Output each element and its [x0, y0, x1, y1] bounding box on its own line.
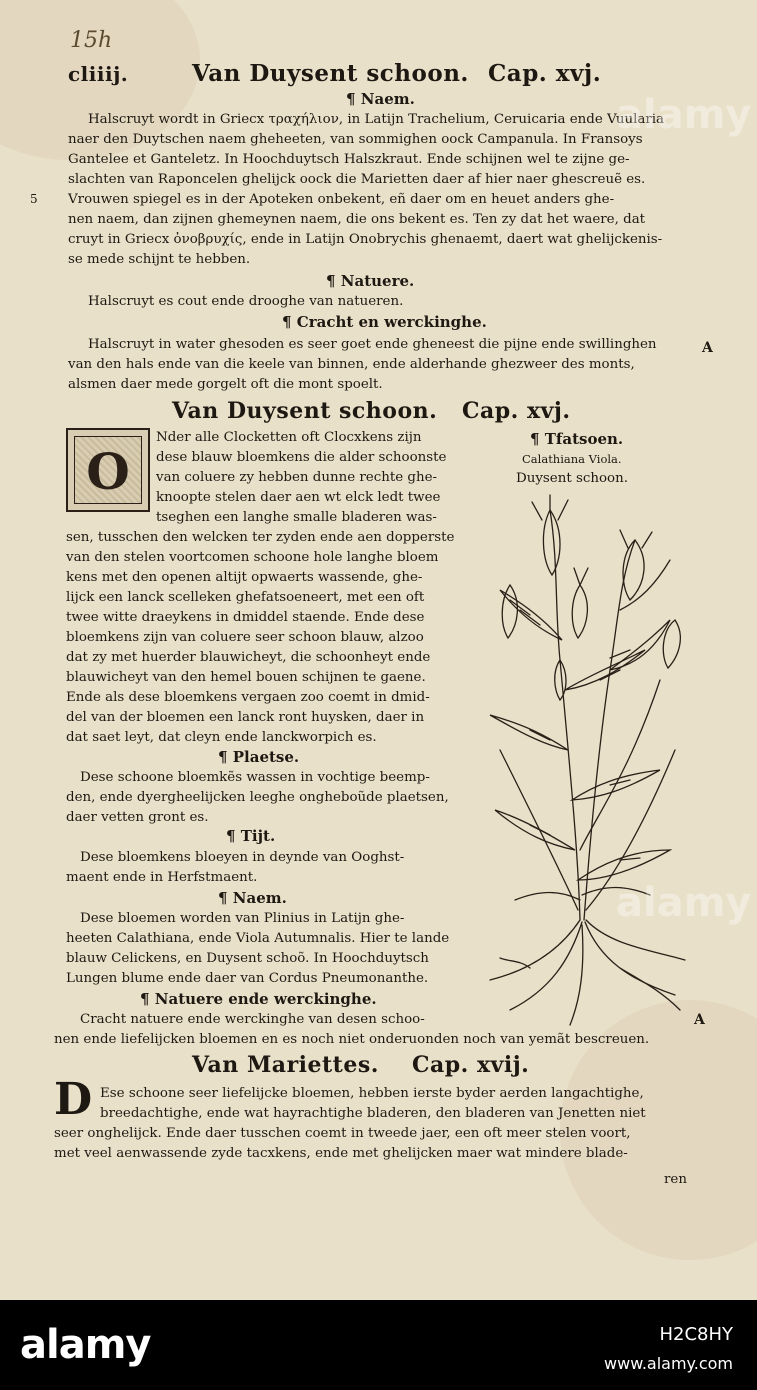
figure-caption-dutch: Duysent schoon. — [516, 471, 628, 486]
text-line: Dese bloemen worden van Plinius in Latijn ghe- — [80, 911, 405, 926]
text-line: bloemkens zijn van coluere seer schoon blauw, alzoo — [66, 630, 424, 645]
running-head-title: Van Duysent schoon. — [192, 60, 469, 87]
text-line: breedachtighe, ende wat hayrachtighe bladeren, den bladeren van Jenetten niet — [100, 1106, 646, 1121]
decorated-initial — [66, 428, 150, 512]
text-line: nen ende liefelijcken bloemen en es noch niet onderuonden noch van yemãt bescreuen. — [54, 1032, 650, 1047]
text-line: tseghen een langhe smalle bladeren was- — [156, 510, 437, 525]
natuere-heading: ¶ Natuere. — [326, 272, 415, 290]
figure-caption-title: ¶ Tfatsoen. — [530, 430, 624, 448]
text-line: Halscruyt es cout ende drooghe van natueren. — [88, 294, 404, 309]
text-line: Halscruyt wordt in Griecx τραχήλιον, in Latijn Trachelium, Ceruicaria ende Vuularia — [88, 112, 665, 127]
text-line: knoopte stelen daer aen wt elck ledt twee — [156, 490, 441, 505]
text-line: dese blauw bloemkens die alder schoonste — [156, 450, 447, 465]
text-line: Vrouwen spiegel es in der Apoteken onbekent, eñ daer om en heuet anders ghe- — [68, 192, 615, 207]
woodcut-plant-illustration — [470, 490, 700, 1030]
pilcrow-icon: ¶ — [226, 827, 241, 845]
text-line: Lungen blume ende daer van Cordus Pneumonanthe. — [66, 971, 429, 986]
text-line: dat zy met huerder blauwicheyt, die schoonheyt ende — [66, 650, 431, 665]
text-line: naer den Duytschen naem gheheeten, van sommighen oock Campanula. In Fransoys — [68, 132, 643, 147]
text-line: dat saet leyt, dat cleyn ende lanckworpich es. — [66, 730, 377, 745]
cracht-heading: ¶ Cracht en werckinghe. — [282, 313, 487, 331]
plaetse-heading: ¶ Plaetse. — [218, 748, 300, 766]
text-line: van den hals ende van die keele van binnen, ende alderhande ghezweer des monts, — [68, 357, 635, 372]
watermark: alamy — [616, 92, 752, 138]
chapter-heading-title: Van Mariettes. — [192, 1052, 379, 1078]
text-line: daer vetten gront es. — [66, 810, 209, 825]
margin-letter: A — [694, 1012, 705, 1028]
pilcrow-icon: ¶ — [346, 90, 361, 108]
text-line: den, ende dyergheelijcken leeghe ongheboũde plaetsen, — [66, 790, 449, 805]
text-line: alsmen daer mede gorgelt oft die mont spoelt. — [68, 377, 383, 392]
text-line: Gantelee et Ganteletz. In Hoochduytsch Halszkraut. Ende schijnen wel te zijne ge- — [68, 152, 630, 167]
text-line: twee witte draeykens in dmiddel staende. Ende dese — [66, 610, 425, 625]
text-line: seer onghelijck. Ende daer tusschen coemt in tweede jaer, een oft meer stelen voort, — [54, 1126, 631, 1141]
running-head-chapter: Cap. xvj. — [488, 60, 602, 87]
folio-number: cliiij. — [68, 62, 129, 86]
text-line: Cracht natuere ende werckinghe van desen schoo- — [80, 1012, 425, 1027]
text-line: del van der bloemen een lanck ront huysken, daer in — [66, 710, 425, 725]
text-line: van den stelen voortcomen schoone hole langhe bloem — [66, 550, 439, 565]
text-line: sen, tusschen den welcken ter zyden ende aen dopperste — [66, 530, 455, 545]
handwritten-folio: 15h — [70, 28, 113, 53]
pilcrow-icon: ¶ — [530, 430, 545, 448]
catchword: ren — [664, 1172, 687, 1187]
text-line: Nder alle Clocketten oft Clocxkens zijn — [156, 430, 422, 445]
margin-number: 5 — [30, 192, 38, 206]
margin-letter: A — [702, 340, 713, 356]
text-line: heeten Calathiana, ende Viola Autumnalis. Hier te lande — [66, 931, 450, 946]
figure-caption-latin: Calathiana Viola. — [522, 452, 622, 466]
drop-initial: D — [54, 1074, 93, 1125]
text-line: maent ende in Herfstmaent. — [66, 870, 258, 885]
naem-heading: ¶ Naem. — [218, 889, 287, 907]
brand-logo: alamy — [20, 1322, 151, 1368]
text-line: blauw Celickens, en Duysent schoõ. In Hoochduytsch — [66, 951, 429, 966]
pilcrow-icon: ¶ — [282, 313, 297, 331]
text-line: met veel aenwassende zyde tacxkens, ende met ghelijcken maer wat mindere blade- — [54, 1146, 628, 1161]
initial-letter: O — [86, 442, 130, 501]
chapter-heading-number: Cap. xvj. — [462, 398, 571, 424]
site-url: www.alamy.com — [604, 1354, 733, 1373]
text-line: Ende als dese bloemkens vergaen zoo coemt in dmid- — [66, 690, 430, 705]
pilcrow-icon: ¶ — [218, 748, 233, 766]
text-line: Dese schoone bloemkẽs wassen in vochtige beemp- — [80, 770, 430, 785]
text-line: Halscruyt in water ghesoden es seer goet ende gheneest die pijne ende swillinghen — [88, 337, 657, 352]
text-line: Dese bloemkens bloeyen in deynde van Ooghst- — [80, 850, 405, 865]
stock-footer-bar — [0, 1300, 757, 1390]
text-line: blauwicheyt van den hemel bouen schijnen te gaene. — [66, 670, 426, 685]
text-line: Ese schoone seer liefelijcke bloemen, hebben ierste byder aerden langachtighe, — [100, 1086, 644, 1101]
text-line: cruyt in Griecx ὀνοβρυχίς, ende in Latijn Onobrychis ghenaemt, daert wat ghelijckenis- — [68, 232, 663, 247]
natuere-werckinghe-heading: ¶ Natuere ende werckinghe. — [140, 990, 377, 1008]
text-line: se mede schijnt te hebben. — [68, 252, 251, 267]
text-line: lijck een lanck scelleken ghefatsoeneert, met een oft — [66, 590, 425, 605]
chapter-heading-title: Van Duysent schoon. — [172, 398, 438, 424]
pilcrow-icon: ¶ — [140, 990, 155, 1008]
text-line: kens met den openen altijt opwaerts wassende, ghe- — [66, 570, 423, 585]
text-line: van coluere zy hebben dunne rechte ghe- — [156, 470, 438, 485]
text-line: nen naem, dan zijnen ghemeynen naem, die ons bekent es. Ten zy dat het waere, dat — [68, 212, 646, 227]
image-id: H2C8HY — [659, 1324, 733, 1345]
text-line: slachten van Raponcelen ghelijck oock die Marietten daer af hier naer ghescreuẽ es. — [68, 172, 646, 187]
naem-heading: ¶ Naem. — [346, 90, 415, 108]
pilcrow-icon: ¶ — [326, 272, 341, 290]
chapter-heading-number: Cap. xvij. — [412, 1052, 530, 1078]
pilcrow-icon: ¶ — [218, 889, 233, 907]
watermark: alamy — [616, 880, 752, 926]
tijt-heading: ¶ Tijt. — [226, 827, 276, 845]
